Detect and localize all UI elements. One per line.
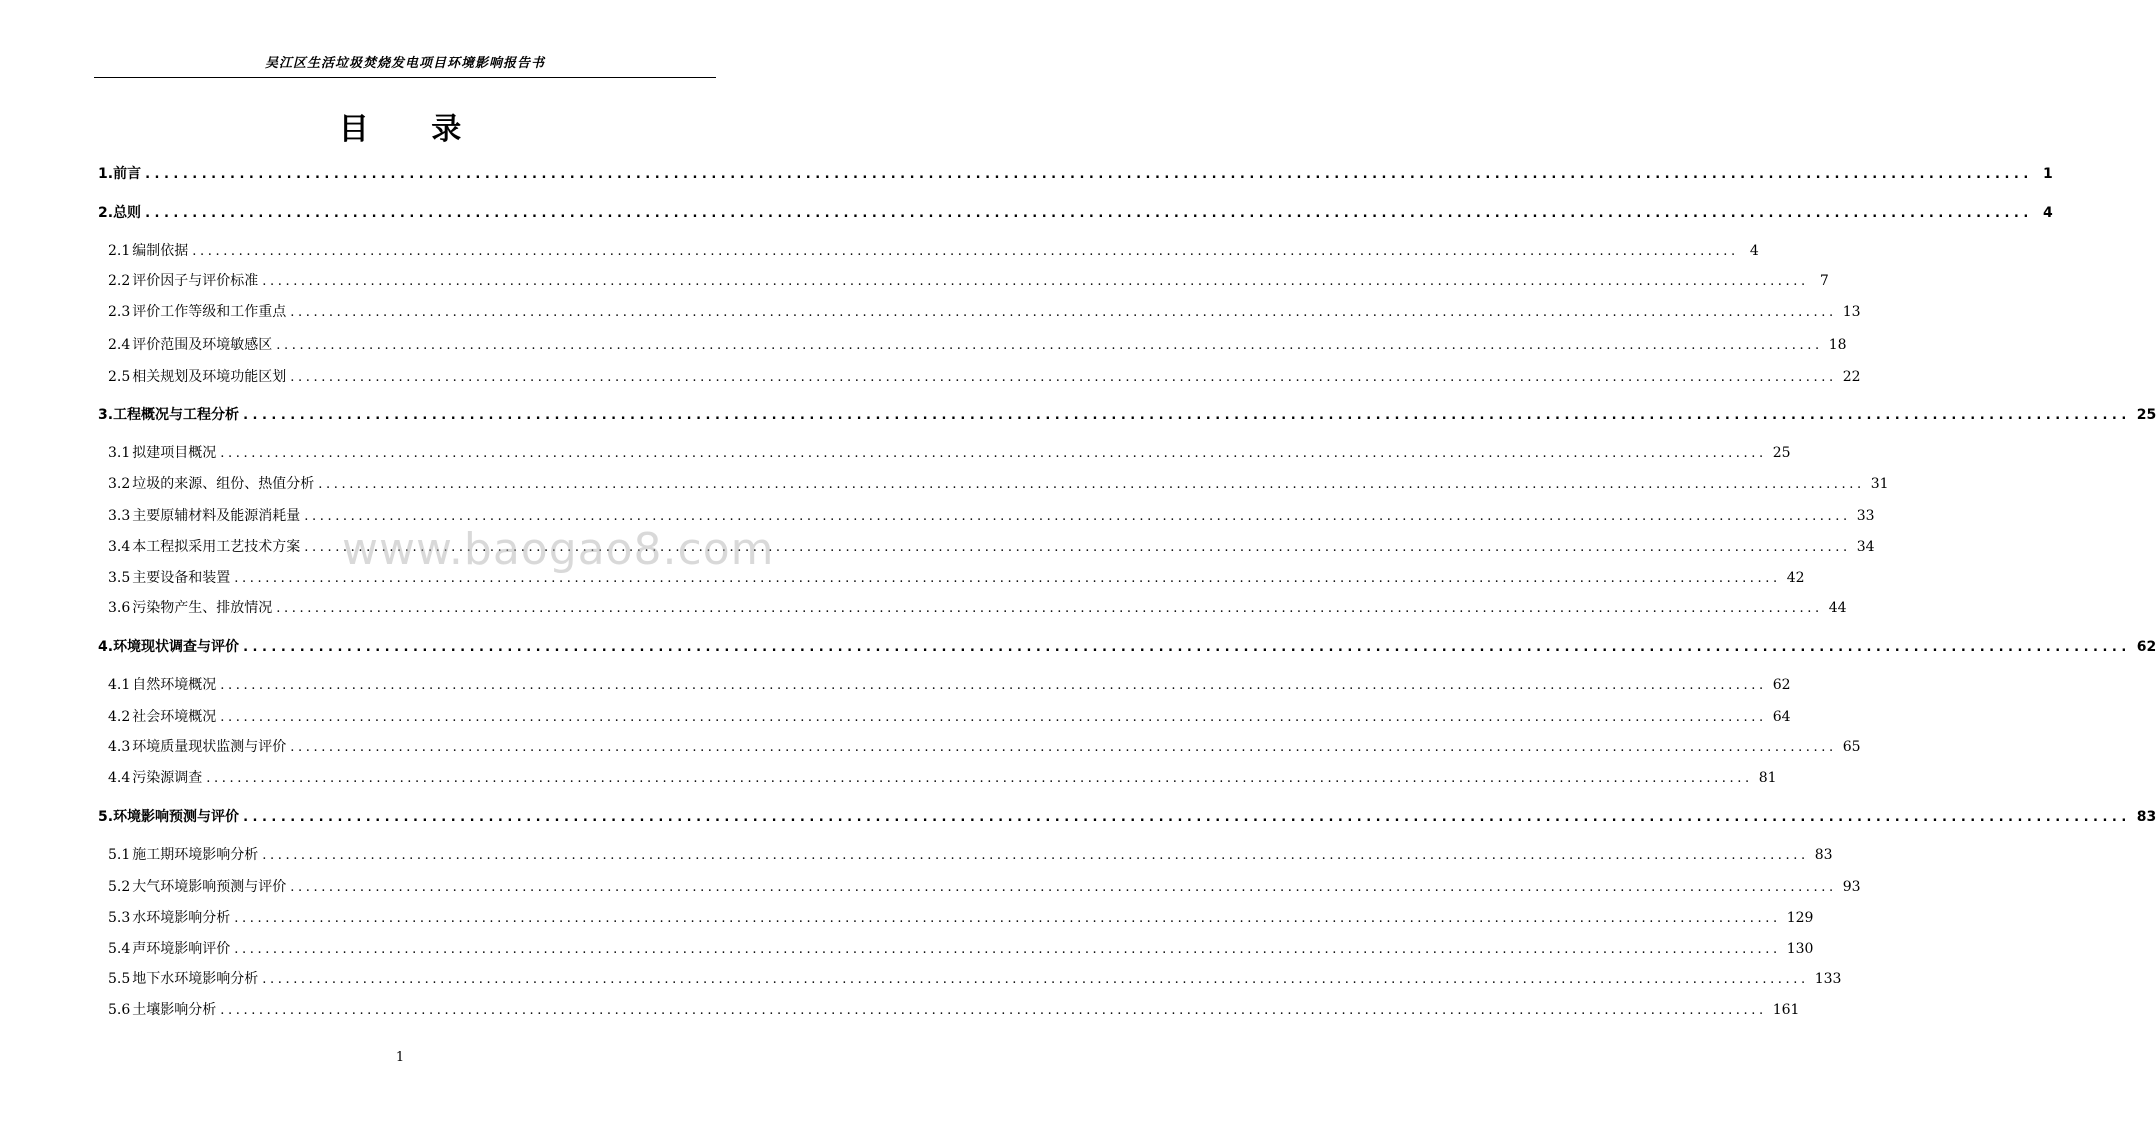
toc-entry-label: 评价因子与评价标准 <box>132 273 259 289</box>
toc-entry-label: 污染源调查 <box>132 770 203 786</box>
toc-leader-dots: ........................................................................................................................................................................................................ <box>220 678 1767 693</box>
toc-leader-dots: ........................................................................................................................................................................................................ <box>243 810 2131 825</box>
toc-entry-label: 声环境影响评价 <box>132 941 231 957</box>
toc-entry[interactable] <box>108 999 1800 1021</box>
toc-entry-number: 5.2 <box>108 879 131 895</box>
toc-entry-number: 4.1 <box>108 677 131 693</box>
toc-entry[interactable] <box>108 844 1833 866</box>
toc-entry-page: 62 <box>2136 639 2156 655</box>
toc-entry-number: 4.4 <box>108 770 131 786</box>
toc-leader-dots: ........................................................................................................................................................................................................ <box>234 571 1781 586</box>
toc-entry[interactable] <box>108 736 1861 758</box>
toc-entry-label: 垃圾的来源、组份、热值分析 <box>132 476 315 492</box>
toc-entry[interactable] <box>108 938 1814 960</box>
toc-entry-label: 施工期环境影响分析 <box>132 847 259 863</box>
toc-entry-number: 1. <box>98 166 114 182</box>
toc-entry-label: 环境影响预测与评价 <box>113 809 240 825</box>
toc-entry-number: 5. <box>98 809 114 825</box>
toc-entry-page: 31 <box>1870 476 1889 492</box>
toc-leader-dots: ........................................................................................................................................................................................................ <box>318 477 1865 492</box>
toc-entry-label: 前言 <box>113 166 142 182</box>
toc-entry-page: 33 <box>1856 508 1875 524</box>
toc-leader-dots: ........................................................................................................................................................................................................ <box>192 244 1739 259</box>
toc-entry[interactable] <box>108 674 1791 696</box>
toc-entry-number: 3.2 <box>108 476 131 492</box>
toc-entry-page: 1 <box>2043 166 2053 182</box>
toc-entry-number: 3.3 <box>108 508 131 524</box>
toc-entry-page: 83 <box>2136 809 2156 825</box>
toc-entry-label: 本工程拟采用工艺技术方案 <box>132 539 301 555</box>
toc-entry-page: 42 <box>1786 570 1805 586</box>
toc-entry-number: 4.2 <box>108 709 131 725</box>
toc-entry-number: 2.3 <box>108 304 131 320</box>
toc-entry-page: 25 <box>2136 407 2156 423</box>
toc-leader-dots: ........................................................................................................................................................................................................ <box>304 540 1851 555</box>
toc-leader-dots: ........................................................................................................................................................................................................ <box>262 274 1809 289</box>
toc-entry[interactable] <box>108 442 1791 464</box>
watermark: www.baogao8.com <box>342 524 775 575</box>
toc-entry-page: 65 <box>1842 739 1861 755</box>
toc-leader-dots: ........................................................................................................................................................................................................ <box>145 167 2033 182</box>
toc-entry-page: 18 <box>1828 337 1847 353</box>
toc-entry-number: 2.5 <box>108 369 131 385</box>
running-header: 吴江区生活垃圾焚烧发电项目环境影响报告书 <box>264 56 545 71</box>
page-number: 1 <box>395 1050 405 1065</box>
toc-leader-dots: ........................................................................................................................................................................................................ <box>290 305 1837 320</box>
toc-entry-page: 13 <box>1842 304 1861 320</box>
toc-entry-page: 133 <box>1814 971 1842 987</box>
toc-entry-page: 34 <box>1856 539 1875 555</box>
toc-entry-number: 3.1 <box>108 445 131 461</box>
toc-leader-dots: ........................................................................................................................................................................................................ <box>290 740 1837 755</box>
toc-entry-number: 3.4 <box>108 539 131 555</box>
toc-entry-label: 主要原辅材料及能源消耗量 <box>132 508 301 524</box>
toc-entry-label: 工程概况与工程分析 <box>113 407 240 423</box>
toc-entry-number: 2.4 <box>108 337 131 353</box>
toc-leader-dots: ........................................................................................................................................................................................................ <box>220 446 1767 461</box>
toc-entry-label: 主要设备和装置 <box>132 570 231 586</box>
toc-entry[interactable] <box>98 404 2156 426</box>
toc-leader-dots: ........................................................................................................................................................................................................ <box>262 972 1809 987</box>
toc-entry-page: 4 <box>2043 205 2053 221</box>
toc-entry-label: 拟建项目概况 <box>132 445 217 461</box>
toc-leader-dots: ........................................................................................................................................................................................................ <box>276 601 1823 616</box>
toc-entry-label: 土壤影响分析 <box>132 1002 217 1018</box>
toc-entry-label: 大气环境影响预测与评价 <box>132 879 287 895</box>
toc-entry-number: 2.1 <box>108 243 131 259</box>
toc-leader-dots: ........................................................................................................................................................................................................ <box>243 640 2131 655</box>
toc-entry[interactable] <box>108 706 1791 728</box>
toc-entry-page: 22 <box>1842 369 1861 385</box>
toc-entry-label: 评价工作等级和工作重点 <box>132 304 287 320</box>
toc-entry[interactable] <box>108 270 1829 292</box>
toc-entry-page: 130 <box>1786 941 1814 957</box>
toc-entry[interactable] <box>98 636 2156 658</box>
toc-entry-page: 81 <box>1758 770 1777 786</box>
toc-entry[interactable] <box>108 968 1842 990</box>
toc-leader-dots: ........................................................................................................................................................................................................ <box>262 848 1809 863</box>
toc-entry[interactable] <box>98 806 2156 828</box>
toc-entry-number: 3.5 <box>108 570 131 586</box>
toc-entry-label: 评价范围及环境敏感区 <box>132 337 273 353</box>
toc-entry-page: 93 <box>1842 879 1861 895</box>
toc-leader-dots: ........................................................................................................................................................................................................ <box>220 1003 1767 1018</box>
header-rule <box>94 77 716 78</box>
toc-leader-dots: ........................................................................................................................................................................................................ <box>290 370 1837 385</box>
toc-entry-number: 5.6 <box>108 1002 131 1018</box>
toc-leader-dots: ........................................................................................................................................................................................................ <box>243 408 2131 423</box>
toc-leader-dots: ........................................................................................................................................................................................................ <box>220 710 1767 725</box>
toc-entry-number: 3.6 <box>108 600 131 616</box>
toc-entry-number: 5.1 <box>108 847 131 863</box>
toc-leader-dots: ........................................................................................................................................................................................................ <box>234 942 1781 957</box>
toc-entry-number: 2. <box>98 205 114 221</box>
toc-entry[interactable] <box>108 240 1759 262</box>
toc-entry[interactable] <box>108 473 1889 495</box>
toc-entry[interactable] <box>108 301 1861 323</box>
toc-entry-label: 相关规划及环境功能区划 <box>132 369 287 385</box>
toc-entry-page: 129 <box>1786 910 1814 926</box>
toc-leader-dots: ........................................................................................................................................................................................................ <box>234 911 1781 926</box>
toc-leader-dots: ........................................................................................................................................................................................................ <box>304 509 1851 524</box>
toc-entry-page: 7 <box>1819 273 1829 289</box>
toc-entry-number: 4.3 <box>108 739 131 755</box>
toc-entry-label: 污染物产生、排放情况 <box>132 600 273 616</box>
toc-entry-label: 总则 <box>113 205 142 221</box>
toc-entry-number: 5.3 <box>108 910 131 926</box>
toc-entry-label: 自然环境概况 <box>132 677 217 693</box>
toc-entry-page: 62 <box>1772 677 1791 693</box>
toc-entry-page: 64 <box>1772 709 1791 725</box>
toc-leader-dots: ........................................................................................................................................................................................................ <box>145 206 2033 221</box>
toc-entry-page: 4 <box>1749 243 1759 259</box>
toc-entry-page: 83 <box>1814 847 1833 863</box>
toc-leader-dots: ........................................................................................................................................................................................................ <box>276 338 1823 353</box>
toc-leader-dots: ........................................................................................................................................................................................................ <box>290 880 1837 895</box>
toc-entry-label: 水环境影响分析 <box>132 910 231 926</box>
toc-entry-number: 3. <box>98 407 114 423</box>
toc-entry[interactable] <box>108 366 1861 388</box>
toc-entry-label: 地下水环境影响分析 <box>132 971 259 987</box>
toc-entry-number: 4. <box>98 639 114 655</box>
toc-entry-label: 环境现状调查与评价 <box>113 639 240 655</box>
toc-entry-label: 环境质量现状监测与评价 <box>132 739 287 755</box>
toc-entry[interactable] <box>108 876 1861 898</box>
page-title: 目 录 <box>338 112 488 147</box>
toc-entry-number: 5.4 <box>108 941 131 957</box>
toc-entry[interactable] <box>108 907 1814 929</box>
toc-leader-dots: ........................................................................................................................................................................................................ <box>206 771 1753 786</box>
toc-entry-page: 25 <box>1772 445 1791 461</box>
toc-entry-page: 161 <box>1772 1002 1800 1018</box>
toc-entry[interactable] <box>98 202 2053 224</box>
toc-entry-label: 社会环境概况 <box>132 709 217 725</box>
toc-entry[interactable] <box>108 334 1847 356</box>
toc-entry-label: 编制依据 <box>132 243 189 259</box>
toc-entry[interactable] <box>98 163 2053 185</box>
toc-entry-number: 5.5 <box>108 971 131 987</box>
toc-entry-number: 2.2 <box>108 273 131 289</box>
toc-entry-page: 44 <box>1828 600 1847 616</box>
toc-entry[interactable] <box>108 597 1847 619</box>
toc-entry[interactable] <box>108 767 1777 789</box>
